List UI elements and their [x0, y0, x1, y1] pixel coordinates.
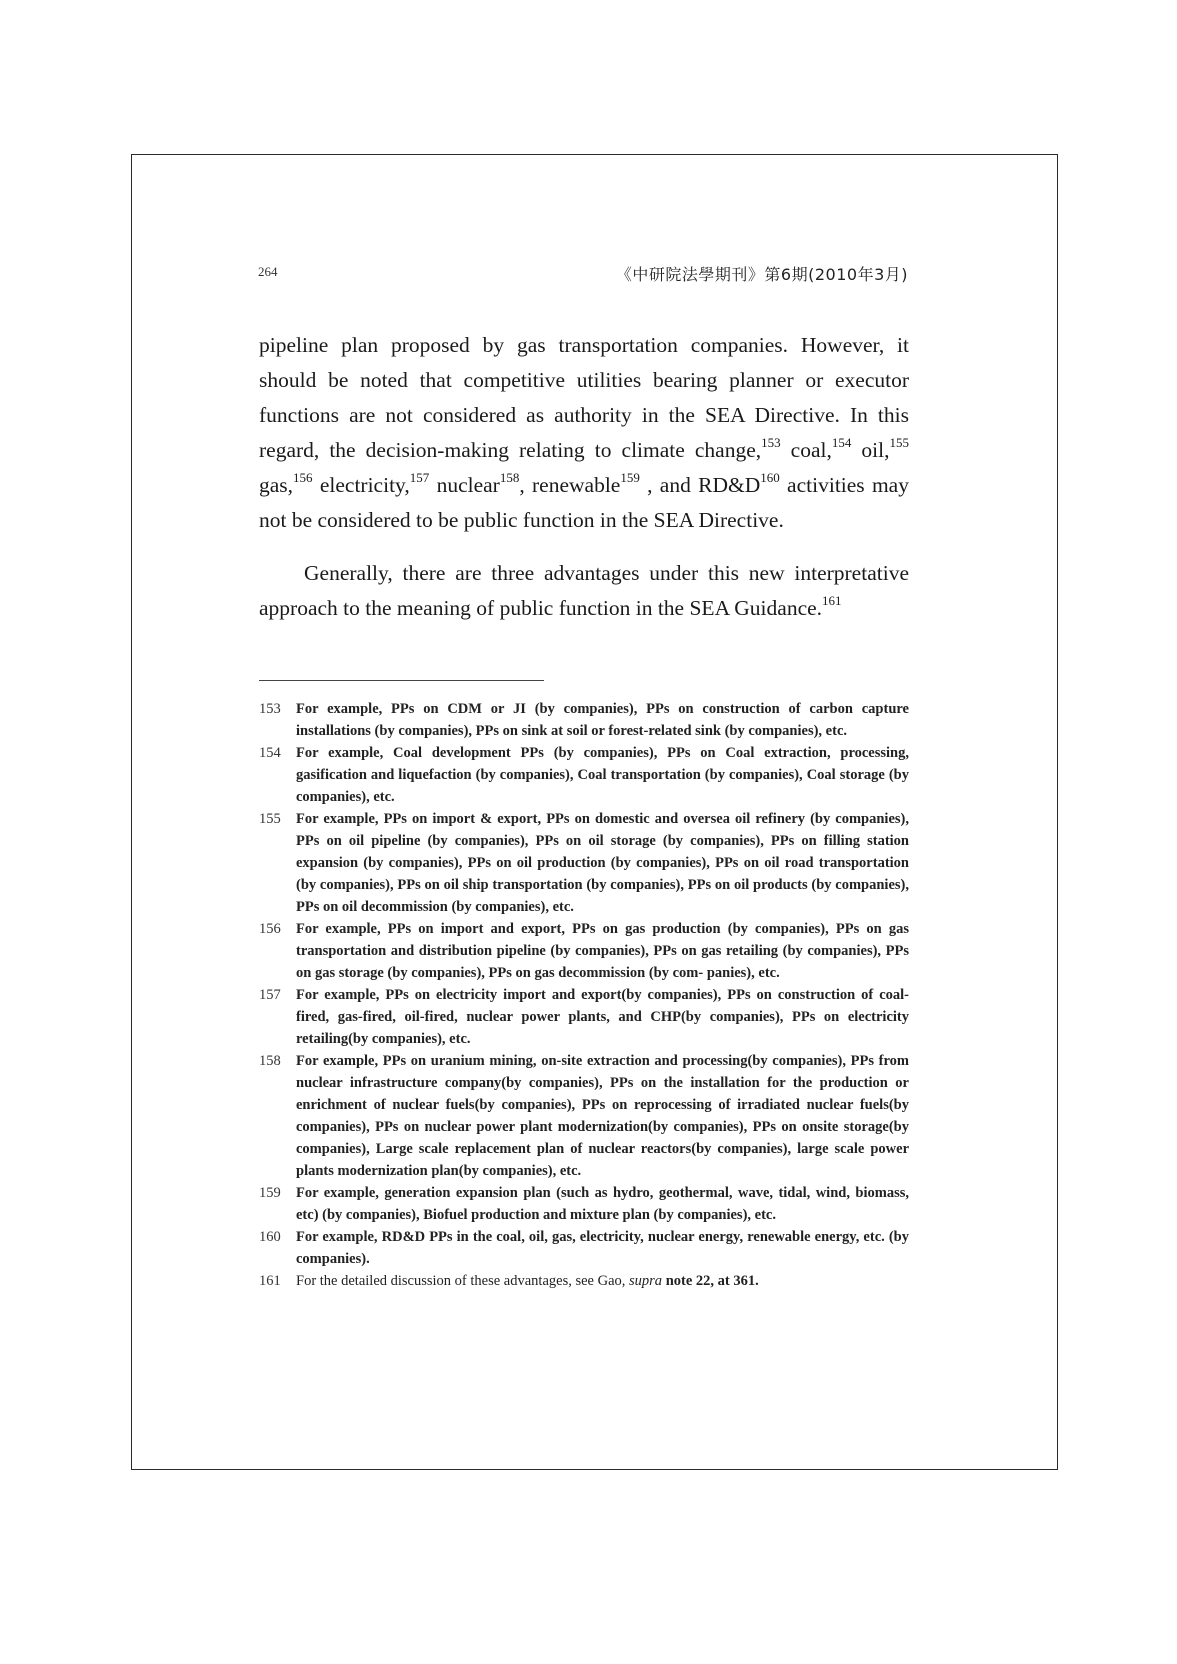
footnote-ref-161[interactable]: 161	[822, 593, 842, 608]
footnotes	[259, 698, 909, 1292]
citation-signal: supra	[629, 1273, 663, 1289]
footnote-ref-158[interactable]: 158	[499, 470, 520, 485]
footnote-text: For example, Coal development PPs (by companies), PPs on Coal extraction, processing, gasification and liquefaction (by companies), Coal transportation (by companies), Coal storage (by companies), etc.	[296, 745, 909, 805]
footnote-ref-155[interactable]: 155	[889, 435, 909, 450]
footnote-number: 155	[259, 811, 281, 827]
page-number: 264	[258, 264, 278, 279]
footnote-154	[259, 742, 909, 808]
footnote-156	[259, 918, 909, 984]
footnote-number: 161	[259, 1273, 281, 1289]
footnote-155	[259, 808, 909, 918]
footnote-number: 154	[259, 745, 281, 761]
footnote-number: 158	[259, 1053, 281, 1069]
body-text	[259, 328, 909, 626]
footnote-161	[259, 1270, 909, 1292]
footnote-158	[259, 1050, 909, 1182]
footnote-text: For the detailed discussion of these advantages, see Gao, supra note 22, at 361.	[296, 1273, 759, 1289]
footnote-text: For example, RD&D PPs in the coal, oil, gas, electricity, nuclear energy, renewable energy, etc. (by companies).	[296, 1229, 909, 1267]
footnote-text: For example, PPs on import & export, PPs on domestic and oversea oil refinery (by companies), PPs on oil pipeline (by companies), PPs on oil storage (by companies), PPs on filling station expansion (by companies), PPs on oil production (by companies), PPs on oil road transportation (by companies), PPs on oil ship transportation (by companies), PPs on oil products (by companies), PPs on oil decommission (by companies), etc.	[296, 811, 909, 915]
footnote-text: For example, PPs on import and export, PPs on gas production (by companies), PPs on gas transportation and distribution pipeline (by companies), PPs on gas retailing (by companies), PPs on gas storage (by companies), PPs on gas decommission (by com- panies), etc.	[296, 921, 909, 981]
footnote-159	[259, 1182, 909, 1226]
footnote-153	[259, 698, 909, 742]
footnote-text: For example, PPs on CDM or JI (by companies), PPs on construction of carbon capture installations (by companies), PPs on sink at soil or forest-related sink (by companies), etc.	[296, 701, 909, 739]
footnote-ref-153[interactable]: 153	[761, 435, 781, 450]
footnote-number: 159	[259, 1185, 281, 1201]
running-header	[258, 262, 908, 284]
footnote-ref-154[interactable]: 154	[831, 435, 852, 450]
paragraph-2: Generally, there are three advantages under this new interpretative approach to the meaning of public function in the SEA Guidance.$^{161}$	[259, 561, 909, 620]
footnote-157	[259, 984, 909, 1050]
footnote-number: 156	[259, 921, 281, 937]
journal-title: 《中研院法學期刊》第6期(2010年3月)	[615, 265, 908, 284]
footnote-text: For example, PPs on electricity import and export(by companies), PPs on construction of coal-fired, gas-fired, oil-fired, nuclear power plants, and CHP(by companies), PPs on electricity retailing(by companies), etc.	[296, 987, 909, 1047]
footnote-number: 157	[259, 987, 281, 1003]
footnote-text: For example, PPs on uranium mining, on-site extraction and processing(by companies), PPs from nuclear infrastructure company(by companies), PPs on the installation for the production or enrichment of nuclear fuels(by companies), PPs on reprocessing of irradiated nuclear fuels(by companies), PPs on nuclear power plant modernization(by companies), PPs on onsite storage(by companies), Large scale replacement plan of nuclear reactors(by companies), large scale power plants modernization plan(by companies), etc.	[296, 1053, 909, 1179]
footnote-ref-159[interactable]: 159	[620, 470, 640, 485]
footnote-number: 160	[259, 1229, 281, 1245]
footnote-160	[259, 1226, 909, 1270]
footnote-separator	[259, 680, 544, 681]
footnote-number: 153	[259, 701, 281, 717]
footnote-text: For example, generation expansion plan (such as hydro, geothermal, wave, tidal, wind, biomass, etc) (by companies), Biofuel production and mixture plan (by companies), etc.	[296, 1185, 909, 1223]
paragraph-1: pipeline plan proposed by gas transportation companies. However, it should be noted that competitive utilities bearing planner or executor functions are not considered as authority in the SEA Directive. In this regard, the decision-making relating to climate change,$^{153}$ coal,$^{154}$ oil,$^{155}$ gas,$^{156}$ electricity,$^{157}$ nuclear$^{158}$, renewable$^{159}$ , and $RD\&D^{160}$ activities may not be considered to be public function in the SEA Directive.	[259, 333, 909, 532]
footnote-ref-156[interactable]: 156	[293, 470, 313, 485]
footnote-ref-157[interactable]: 157	[409, 470, 430, 485]
footnote-ref-160[interactable]: 160	[760, 470, 780, 485]
